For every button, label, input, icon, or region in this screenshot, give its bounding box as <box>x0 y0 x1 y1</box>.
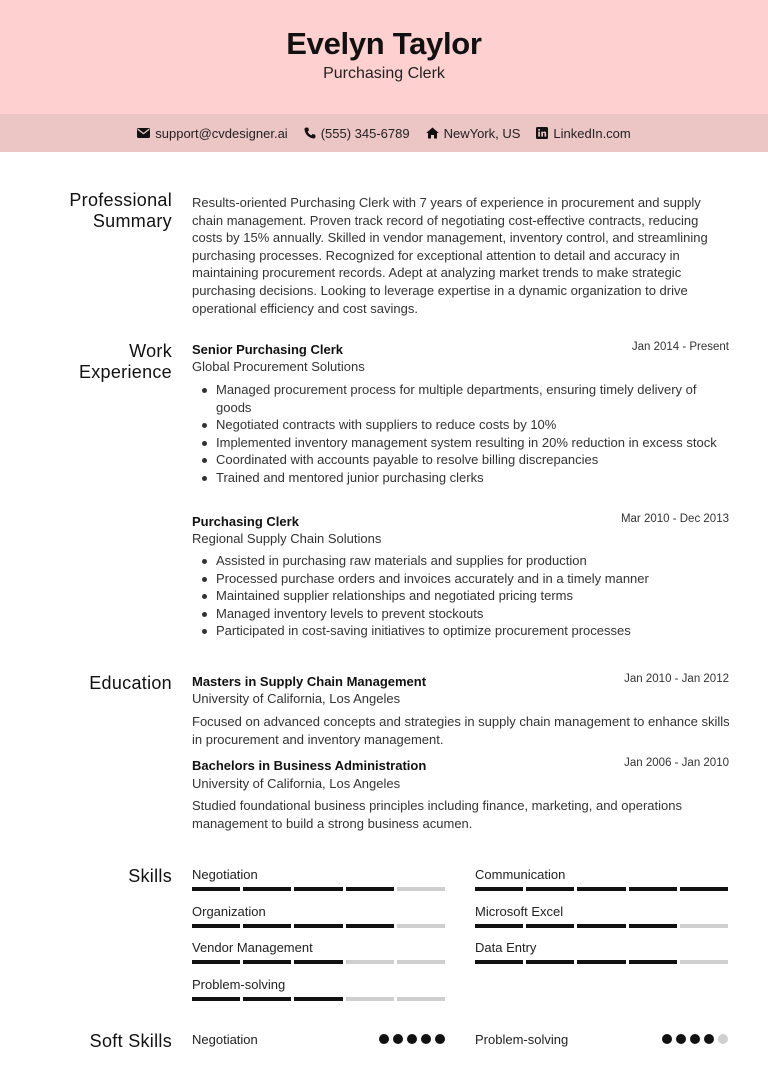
resume-header <box>0 0 768 114</box>
contact-linkedin-text: LinkedIn.com <box>553 125 631 141</box>
degree-school: University of California, Los Angeles <box>192 776 401 791</box>
skill-level-segment <box>346 960 394 964</box>
job-title: Senior Purchasing Clerk <box>192 342 343 357</box>
skill-level-segment <box>192 924 240 928</box>
skill-level-segment <box>680 924 728 928</box>
rating-dot <box>435 1034 445 1044</box>
contact-phone-text: (555) 345-6789 <box>320 125 410 141</box>
skill-label: Vendor Management <box>192 940 313 955</box>
list-item: Maintained supplier relationships and negotiated pricing terms <box>216 587 731 605</box>
soft-skills-heading: Soft Skills <box>89 1031 172 1051</box>
contact-email-text: support@cvdesigner.ai <box>155 125 288 141</box>
skill-level-segment <box>243 887 291 891</box>
skill-level-segment <box>294 960 342 964</box>
skill-label: Problem-solving <box>192 977 286 992</box>
skill-label: Communication <box>475 867 566 882</box>
summary-text: Results-oriented Purchasing Clerk with 7 years of experience in procurement and supply chain management. Proven track record of negotiating cost-effective contracts, reducing costs by 15% annually. Skilled in vendor management, inventory control, and streamlining purchasing processes. Recognized for exceptional attention to detail and accuracy in maintaining procurement records. Adept at analyzing market trends to make strategic purchasing decisions. Looking to leverage expertise in a dynamic organization to drive operational efficiency and cost savings. <box>192 195 708 316</box>
skill-level-segment <box>397 924 445 928</box>
skill-level-segment <box>629 924 677 928</box>
list-item: Participated in cost-saving initiatives to optimize procurement processes <box>216 622 731 640</box>
rating-dot <box>379 1034 389 1044</box>
candidate-title: Purchasing Clerk <box>323 65 445 82</box>
rating-dot <box>704 1034 714 1044</box>
list-item: Assisted in purchasing raw materials and supplies for production <box>216 552 731 570</box>
skill-level-segment <box>192 887 240 891</box>
skills-heading: Skills <box>128 866 172 886</box>
skill-level-segment <box>294 924 342 928</box>
skill-level-segment <box>397 997 445 1001</box>
skill-level-segment <box>294 887 342 891</box>
job-dates: Mar 2010 - Dec 2013 <box>620 513 729 525</box>
skill-level-segment <box>243 997 291 1001</box>
rating-dot <box>718 1034 728 1044</box>
skill-level-bar <box>475 960 728 964</box>
skill-level-segment <box>577 960 625 964</box>
skill-level-segment <box>526 887 574 891</box>
summary-heading-line1: Professional <box>69 190 172 210</box>
degree-school: University of California, Los Angeles <box>192 691 401 706</box>
skill-level-segment <box>346 997 394 1001</box>
skill-level-segment <box>577 887 625 891</box>
candidate-name: Evelyn Taylor <box>286 26 482 61</box>
summary-heading <box>40 190 172 232</box>
skill-level-segment <box>680 960 728 964</box>
list-item: Trained and mentored junior purchasing clerks <box>216 469 731 487</box>
phone-icon <box>304 127 316 139</box>
skill-level-segment <box>243 924 291 928</box>
list-item: Managed inventory levels to prevent stockouts <box>216 605 731 623</box>
skill-level-bar <box>192 887 445 891</box>
skill-level-segment <box>397 960 445 964</box>
degree-title: Masters in Supply Chain Management <box>192 674 427 689</box>
skill-level-segment <box>294 997 342 1001</box>
skill-level-segment <box>397 887 445 891</box>
skill-label: Microsoft Excel <box>475 904 564 919</box>
skill-level-segment <box>680 887 728 891</box>
skill-level-bar <box>192 924 445 928</box>
rating-dot <box>690 1034 700 1044</box>
soft-skill-label: Negotiation <box>192 1032 258 1047</box>
summary-heading-line2: Summary <box>92 211 172 231</box>
degree-description: Studied foundational business principles including finance, marketing, and operations management to build a strong business acumen. <box>192 798 682 831</box>
degree-title: Bachelors in Business Administration <box>192 758 427 773</box>
job-company: Global Procurement Solutions <box>192 359 365 374</box>
contact-phone[interactable] <box>304 126 410 141</box>
education-heading: Education <box>89 673 172 693</box>
contact-linkedin[interactable] <box>536 126 630 141</box>
work-heading-line1: Work <box>129 341 172 361</box>
skill-level-bar <box>192 960 445 964</box>
skill-level-segment <box>192 960 240 964</box>
degree-dates: Jan 2010 - Jan 2012 <box>624 673 729 685</box>
skill-level-segment <box>577 924 625 928</box>
skill-level-segment <box>629 887 677 891</box>
skill-level-bar <box>192 997 445 1001</box>
job-company: Regional Supply Chain Solutions <box>192 531 382 546</box>
envelope-icon <box>137 128 150 138</box>
list-item: Processed purchase orders and invoices accurately and in a timely manner <box>216 570 731 588</box>
work-heading <box>40 341 172 383</box>
skill-label: Negotiation <box>192 867 258 882</box>
job-bullets <box>216 552 731 640</box>
skill-level-segment <box>346 924 394 928</box>
home-icon <box>426 127 439 139</box>
soft-skill-rating <box>379 1034 445 1044</box>
job-bullets <box>216 381 731 487</box>
list-item: Implemented inventory management system resulting in 20% reduction in excess stock <box>216 434 731 452</box>
contact-bar <box>0 114 768 152</box>
skill-level-segment <box>526 924 574 928</box>
skill-level-bar <box>475 924 728 928</box>
rating-dot <box>662 1034 672 1044</box>
rating-dot <box>421 1034 431 1044</box>
rating-dot <box>676 1034 686 1044</box>
linkedin-icon <box>536 127 548 139</box>
skill-level-segment <box>475 960 523 964</box>
contact-location-text: NewYork, US <box>443 125 521 141</box>
degree-description: Focused on advanced concepts and strategies in supply chain management to enhance skills in procurement and inventory management. <box>192 714 730 747</box>
rating-dot <box>407 1034 417 1044</box>
soft-skill-label: Problem-solving <box>475 1032 569 1047</box>
list-item: Coordinated with accounts payable to resolve billing discrepancies <box>216 451 731 469</box>
skill-level-segment <box>526 960 574 964</box>
skill-level-segment <box>346 887 394 891</box>
job-title: Purchasing Clerk <box>192 514 299 529</box>
soft-skill-rating <box>662 1034 728 1044</box>
skill-level-segment <box>475 887 523 891</box>
skill-level-bar <box>475 887 728 891</box>
skill-level-segment <box>243 960 291 964</box>
list-item: Negotiated contracts with suppliers to reduce costs by 10% <box>216 416 731 434</box>
rating-dot <box>393 1034 403 1044</box>
job-dates: Jan 2014 - Present <box>631 341 729 353</box>
skill-label: Organization <box>192 904 266 919</box>
degree-dates: Jan 2006 - Jan 2010 <box>624 757 729 769</box>
list-item: Managed procurement process for multiple departments, ensuring timely delivery of goods <box>216 381 731 416</box>
skill-label: Data Entry <box>475 940 537 955</box>
skill-level-segment <box>192 997 240 1001</box>
contact-email[interactable] <box>137 126 287 141</box>
work-heading-line2: Experience <box>78 362 172 382</box>
skill-level-segment <box>629 960 677 964</box>
contact-location <box>426 126 521 141</box>
skill-level-segment <box>475 924 523 928</box>
